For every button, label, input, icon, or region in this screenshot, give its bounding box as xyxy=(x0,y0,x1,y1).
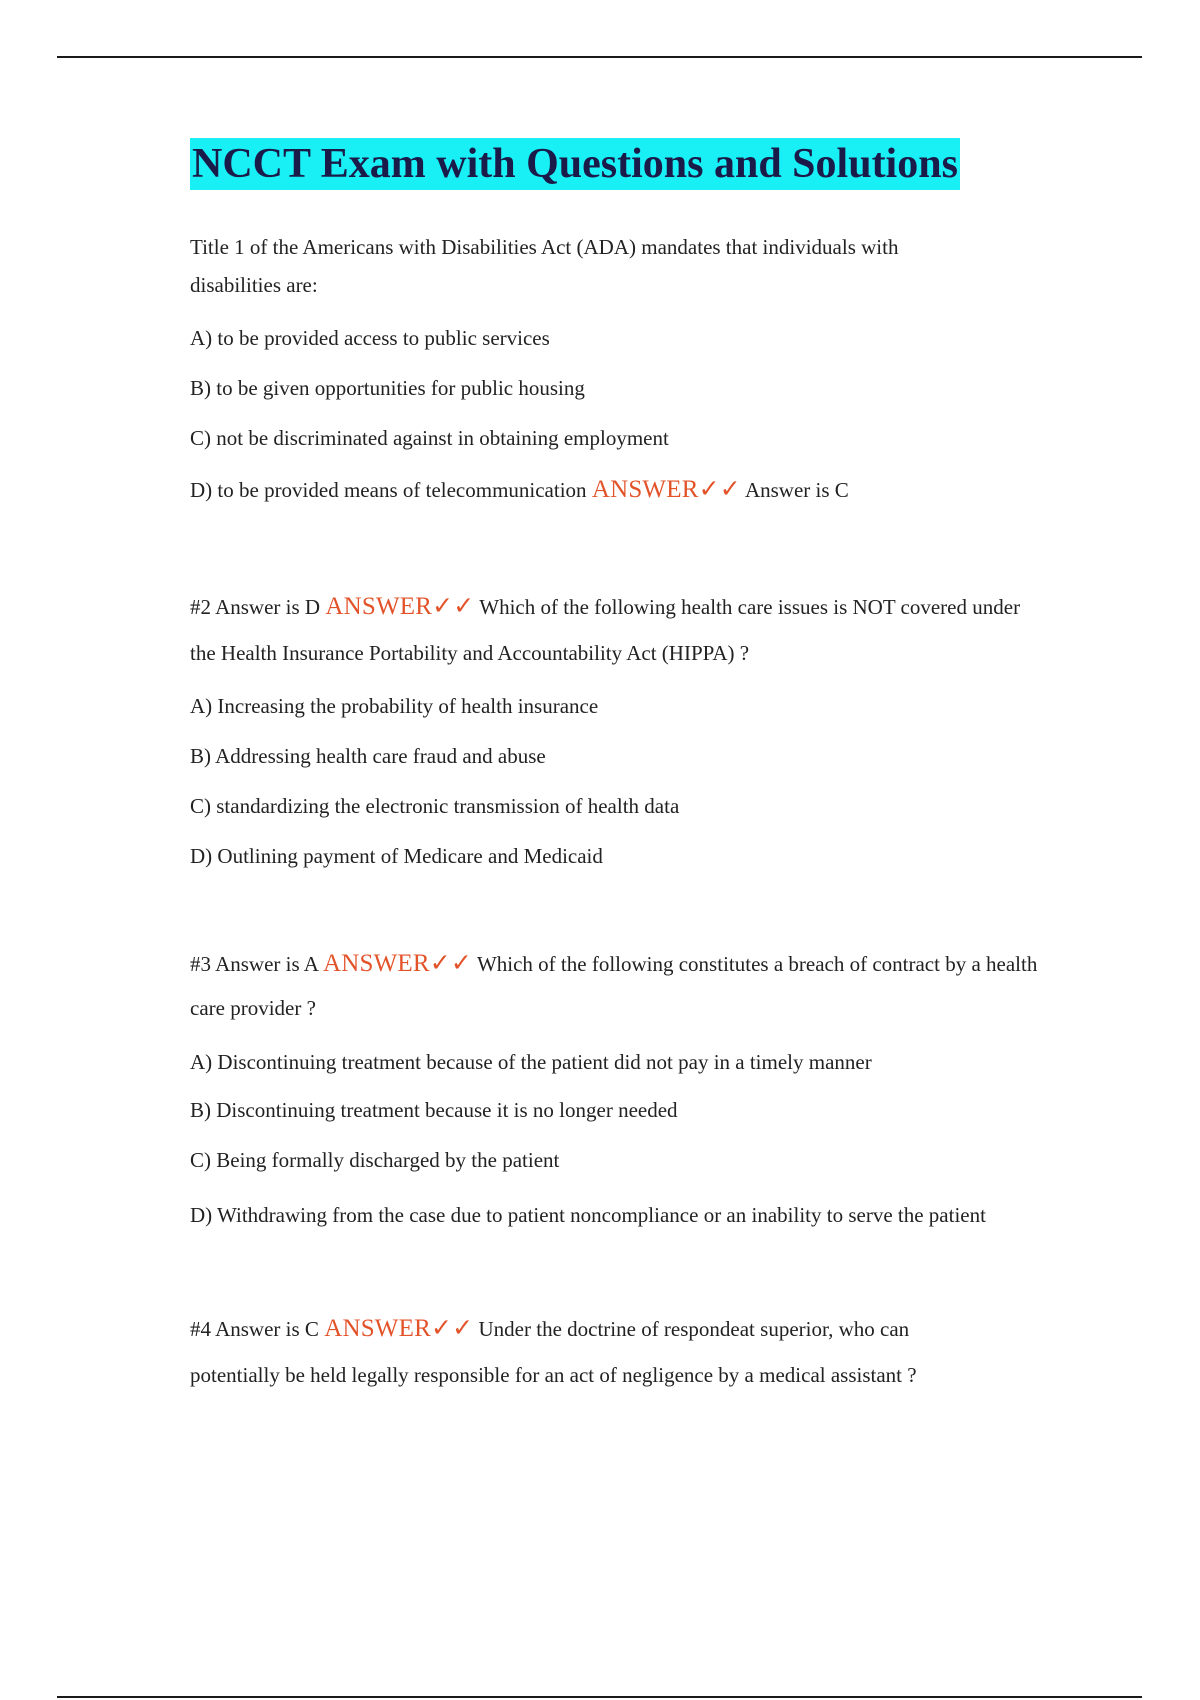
question-3-stem-block xyxy=(190,942,1040,1030)
question-1-option-d: D) to be provided means of telecommunication xyxy=(190,478,587,502)
question-3-option-a: A) Discontinuing treatment because of the patient did not pay in a timely manner xyxy=(190,1050,872,1074)
question-4-stem-block xyxy=(190,1306,990,1398)
document-title: NCCT Exam with Questions and Solutions xyxy=(190,138,960,190)
question-2-prefix: #2 Answer is D xyxy=(190,595,321,619)
question-2-option-b: B) Addressing health care fraud and abuse xyxy=(190,744,546,768)
question-3-stem: Which of the following constitutes a breach of contract by a health care provider ? xyxy=(190,952,1038,1020)
title-block xyxy=(190,138,1050,190)
question-1-option-b: B) to be given opportunities for public housing xyxy=(190,376,585,400)
answer-tag: ANSWER✓✓ xyxy=(325,593,475,620)
question-2 xyxy=(190,584,1050,870)
question-1 xyxy=(190,228,1050,504)
answer-tag: ANSWER✓✓ xyxy=(324,1315,474,1342)
answer-tag: ANSWER✓✓ xyxy=(323,950,473,977)
bottom-rule xyxy=(57,1696,1142,1698)
question-4-prefix: #4 Answer is C xyxy=(190,1317,319,1341)
question-2-option-a: A) Increasing the probability of health insurance xyxy=(190,694,599,718)
answer-tag: ANSWER✓✓ xyxy=(591,476,741,503)
question-1-option-c: C) not be discriminated against in obtaining employment xyxy=(190,426,669,450)
question-1-stem: Title 1 of the Americans with Disabilities Act (ADA) mandates that individuals with disabilities are: xyxy=(190,235,899,297)
question-2-stem-block xyxy=(190,584,1030,676)
top-rule xyxy=(57,56,1142,58)
question-1-option-a: A) to be provided access to public services xyxy=(190,326,550,350)
question-4-stem: Under the doctrine of respondeat superior, who can potentially be held legally responsible for an act of negligence by a medical assistant ? xyxy=(190,1317,917,1387)
document-page xyxy=(190,138,1050,1398)
question-3 xyxy=(190,942,1050,1234)
question-2-option-c: C) standardizing the electronic transmission of health data xyxy=(190,794,680,818)
question-1-option-d-line xyxy=(190,476,1050,504)
question-3-option-c: C) Being formally discharged by the patient xyxy=(190,1148,560,1172)
question-1-answer: Answer is C xyxy=(744,478,849,502)
question-3-option-d: D) Withdrawing from the case due to patient noncompliance or an inability to serve the patient xyxy=(190,1203,986,1227)
question-3-prefix: #3 Answer is A xyxy=(190,952,318,976)
question-2-stem: Which of the following health care issues is NOT covered under the Health Insurance Portability and Accountability Act (HIPPA) ? xyxy=(190,595,1021,665)
question-3-option-b: B) Discontinuing treatment because it is no longer needed xyxy=(190,1098,678,1122)
question-4 xyxy=(190,1306,1050,1398)
question-2-option-d: D) Outlining payment of Medicare and Medicaid xyxy=(190,844,603,868)
